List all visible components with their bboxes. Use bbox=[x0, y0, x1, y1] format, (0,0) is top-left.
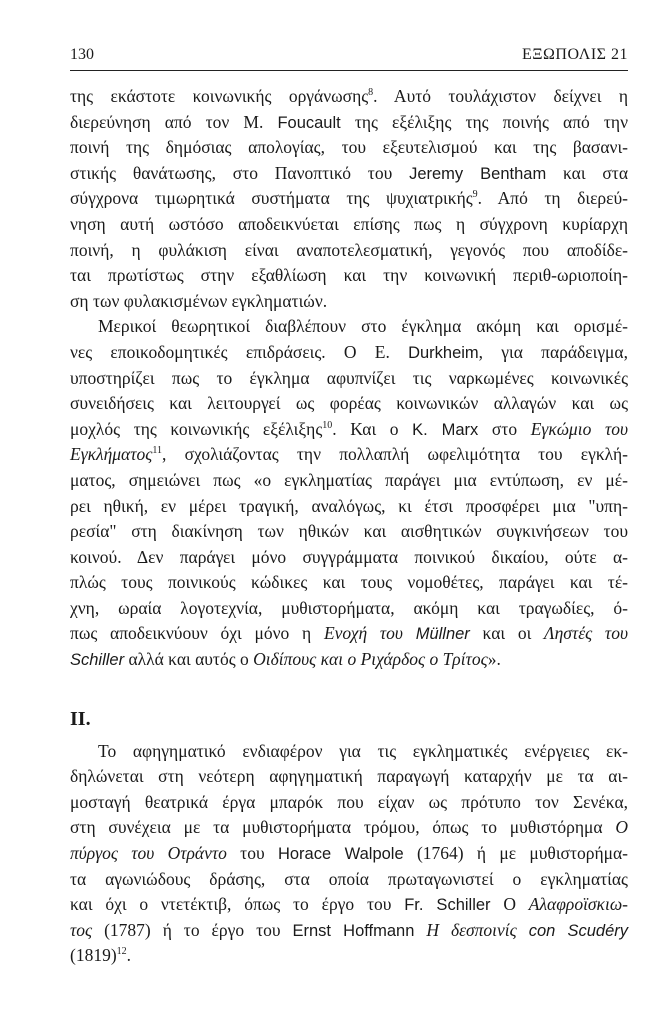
text-line: και όχι ο ντετέκτιβ, όπως το έργο του Fr. Schiller Ο Αλαφροϊσκιω- bbox=[70, 894, 629, 915]
text-line: υποστηρίζει πως το έγκλημα αφυπνίζει τις ναρκωμένες κοινωνικές bbox=[70, 367, 628, 388]
text-line: ση των φυλακισμένων εγκληματιών. bbox=[70, 290, 328, 311]
text-line: τος (1787) ή το έργο του Ernst Hoffmann Η δεσποινίς con Scudéry bbox=[70, 919, 629, 940]
text-line: $(1819)^{12}$. bbox=[70, 945, 132, 966]
text-line: Το αφηγηματικό ενδιαφέρον για τις εγκληματικές ενέργειες εκ- bbox=[98, 740, 628, 761]
footnote-ref: 8 bbox=[368, 87, 374, 99]
text-line: τα αγωνιώδους δράσης, στα οποία πρωταγωνιστεί ο εγκληματίας bbox=[70, 868, 628, 889]
text-line: δηλώνεται στη νεότερη αφηγηματική παραγωγή καταρχήν με τα αι- bbox=[70, 766, 628, 787]
text-line: πως αποδεικνύουν όχι μόνο η Ενοχή του Müllner και οι Ληστές του bbox=[70, 623, 628, 644]
section-heading: II. bbox=[70, 707, 91, 730]
text-line: της εκάστοτε κοινωνικής οργάνωσης$^8$. Αυτό τουλάχιστον δείχνει η bbox=[70, 86, 628, 106]
text-line: μοχλός της κοινωνικής εξέλιξης$^{10}$. Και ο K. Marx στο Εγκώμιο του bbox=[70, 418, 629, 439]
page-body bbox=[70, 84, 628, 969]
text-line: ματος, σημειώνει πως «ο εγκληματίας παράγει μια εντύπωση, εν μέ- bbox=[70, 469, 628, 490]
text-line: νηση αυτή ωστόσο αποδεικνύεται επίσης πως η σύγχρονη κυρίαρχη bbox=[70, 213, 628, 234]
text-line: διερεύνηση από τον Μ. Foucault της εξέλιξης της ποινής από την bbox=[70, 111, 628, 132]
header-rule bbox=[70, 70, 628, 71]
footnote-ref: 9 bbox=[472, 189, 478, 201]
text-line: χνη, ωραία λογοτεχνία, μυθιστορήματα, ακόμη και τραγωδίες, ό- bbox=[70, 597, 628, 618]
footnote-ref: 10 bbox=[322, 419, 333, 431]
text-line: ται πρωτίστως στην εξαθλίωση και την κοινωνική περιθ-ωριοποίη- bbox=[70, 265, 628, 286]
paragraph-2 bbox=[70, 314, 628, 672]
text-line: Schiller αλλά και αυτός ο Οιδίπους και ο Ριχάρδος ο Τρίτος». bbox=[70, 649, 501, 670]
text-line: συνειδήσεις και λειτουργεί ως φορέας κοινωνικών αλλαγών και ως bbox=[70, 393, 628, 414]
text-line: νες εποικοδομητικές επιδράσεις. Ο Ε. Durkheim, για παράδειγμα, bbox=[70, 341, 628, 362]
text-line: ρεσία" στη διακίνηση των ηθικών και αισθητικών συγκινήσεων του bbox=[70, 521, 628, 542]
text-line: πύργος του Οτράντο του Horace Walpole (1764) ή με μυθιστορήμα- bbox=[70, 843, 629, 864]
footnote-ref: 11 bbox=[152, 445, 162, 457]
text-line: στικής θανάτωσης, στο Πανοπτικό του Jeremy Bentham και στα bbox=[70, 162, 629, 183]
footnote-ref: 12 bbox=[116, 946, 127, 958]
text-line: στη συνέχεια με τα μυθιστορήματα τρόμου, όπως το μυθιστόρημα Ο bbox=[70, 817, 628, 838]
text-line: σύγχρονα τιμωρητικά συστήματα της ψυχιατρικής$^9$. Από τη διερεύ- bbox=[70, 188, 628, 209]
text-line: ρει ηθική, εν μέρει τραγική, αναλόγως, κι έτσι προσφέρει μια "υπη- bbox=[70, 495, 628, 516]
text-line: Εγκλήματος$^{11}$, σχολιάζοντας την πολλαπλή ωφελιμότητα του εγκλή- bbox=[70, 444, 628, 465]
text-line: κοινού. Δεν παράγει μόνο συγγράμματα ποινικού δικαίου, ούτε α- bbox=[70, 546, 628, 567]
page-number: 130 bbox=[70, 46, 94, 63]
text-line: ποινή της δημόσιας απολογίας, του εξευτελισμού και της βασανι- bbox=[70, 137, 628, 158]
paragraph-3 bbox=[70, 739, 628, 969]
page-header bbox=[70, 42, 628, 68]
text-line: πλώς τους ποινικούς κώδικες και τους νομοθέτες, παράγει και τέ- bbox=[70, 572, 628, 593]
text-line: ποινή, η φυλάκιση είναι αναποτελεσματική, γεγονός που αποδίδε- bbox=[70, 239, 628, 260]
paragraph-1 bbox=[70, 84, 628, 314]
text-line: Μερικοί θεωρητικοί διαβλέπουν στο έγκλημα ακόμη και ορισμέ- bbox=[98, 316, 628, 337]
running-title: ΕΞΩΠΟΛΙΣ 21 bbox=[521, 46, 628, 63]
text-line: μοσταγή θεατρικά έργα μπαρόκ που είχαν ως πρότυπο τον Σενέκα, bbox=[70, 791, 628, 812]
